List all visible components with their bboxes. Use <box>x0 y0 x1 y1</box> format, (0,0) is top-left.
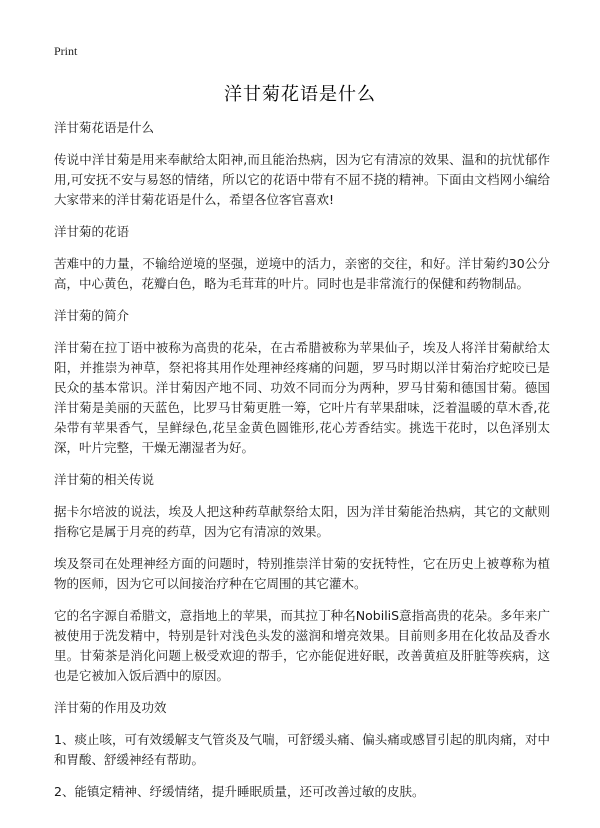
section-heading-legends: 洋甘菊的相关传说 <box>54 472 155 487</box>
article-subtitle: 洋甘菊花语是什么 <box>54 120 155 135</box>
print-link[interactable]: Print <box>54 44 78 58</box>
intro-paragraph: 传说中洋甘菊是用来奉献给太阳神,而且能治热病，因为它有清凉的效果、温和的抗忧郁作用,可安抚不安与易怒的情绪，所以它的花语中带有不屈不挠的精神。下面由文档网小编给大家带来的洋甘菊花语是什么，希望各位客官喜欢! <box>54 152 550 207</box>
section-heading-effects: 洋甘菊的作用及功效 <box>54 700 167 715</box>
page-title: 洋甘菊花语是什么 <box>224 84 376 105</box>
section-paragraph: 它的名字源自希腊文，意指地上的苹果，而其拉丁种名NobiliS意指高贵的花朵。多年来广被使用于洗发精中，特别是针对浅色头发的滋润和增亮效果。目前则多用在化妆品及香水里。甘菊茶是消化问题上极受欢迎的帮手，它亦能促进好眠，改善黄疸及肝脏等疾病，这也是它被加入饭后酒中的原因。 <box>54 608 550 683</box>
section-paragraph: 苦难中的力量，不输给逆境的坚强，逆境中的活力，亲密的交往，和好。洋甘菊约30公分高，中心黄色，花瓣白色，略为毛茸茸的叶片。同时也是非常流行的保健和药物制品。 <box>54 256 550 291</box>
section-heading-flower-language: 洋甘菊的花语 <box>54 224 130 239</box>
section-list-item: 2、能镇定精神、纾缓情绪，提升睡眠质量，还可改善过敏的皮肤。 <box>54 784 425 799</box>
section-paragraph: 埃及祭司在处理神经方面的问题时，特别推崇洋甘菊的安抚特性，它在历史上被尊称为植物的医师，因为它可以间接治疗种在它周围的其它灌木。 <box>54 556 550 591</box>
section-list-item: 1、痰止咳，可有效缓解支气管炎及气喘，可舒缓头痛、偏头痛或感冒引起的肌肉痛，对中和胃酸、舒缓神经有帮助。 <box>54 732 550 767</box>
section-paragraph: 据卡尔培波的说法，埃及人把这种药草献祭给太阳，因为洋甘菊能治热病，其它的文献则指称它是属于月亮的药草，因为它有清凉的效果。 <box>54 504 550 539</box>
article-body <box>54 118 550 814</box>
section-heading-introduction: 洋甘菊的简介 <box>54 308 130 323</box>
section-paragraph: 洋甘菊在拉丁语中被称为高贵的花朵，在古希腊被称为苹果仙子，埃及人将洋甘菊献给太阳，并推崇为神草，祭祀将其用作处理神经疼痛的问题，罗马时期以洋甘菊治疗蛇咬已是民众的基本常识。洋甘菊因产地不同、功效不同而分为两种，罗马甘菊和德国甘菊。德国洋甘菊是美丽的天蓝色，比罗马甘菊更胜一筹，它叶片有苹果甜味，泛着温暖的草木香,花朵带有苹果香气，呈鲜绿色,花呈金黄色圆锥形,花心芳香结实。挑选干花时，以色泽别太深，叶片完整，干燥无潮湿者为好。 <box>54 340 550 455</box>
